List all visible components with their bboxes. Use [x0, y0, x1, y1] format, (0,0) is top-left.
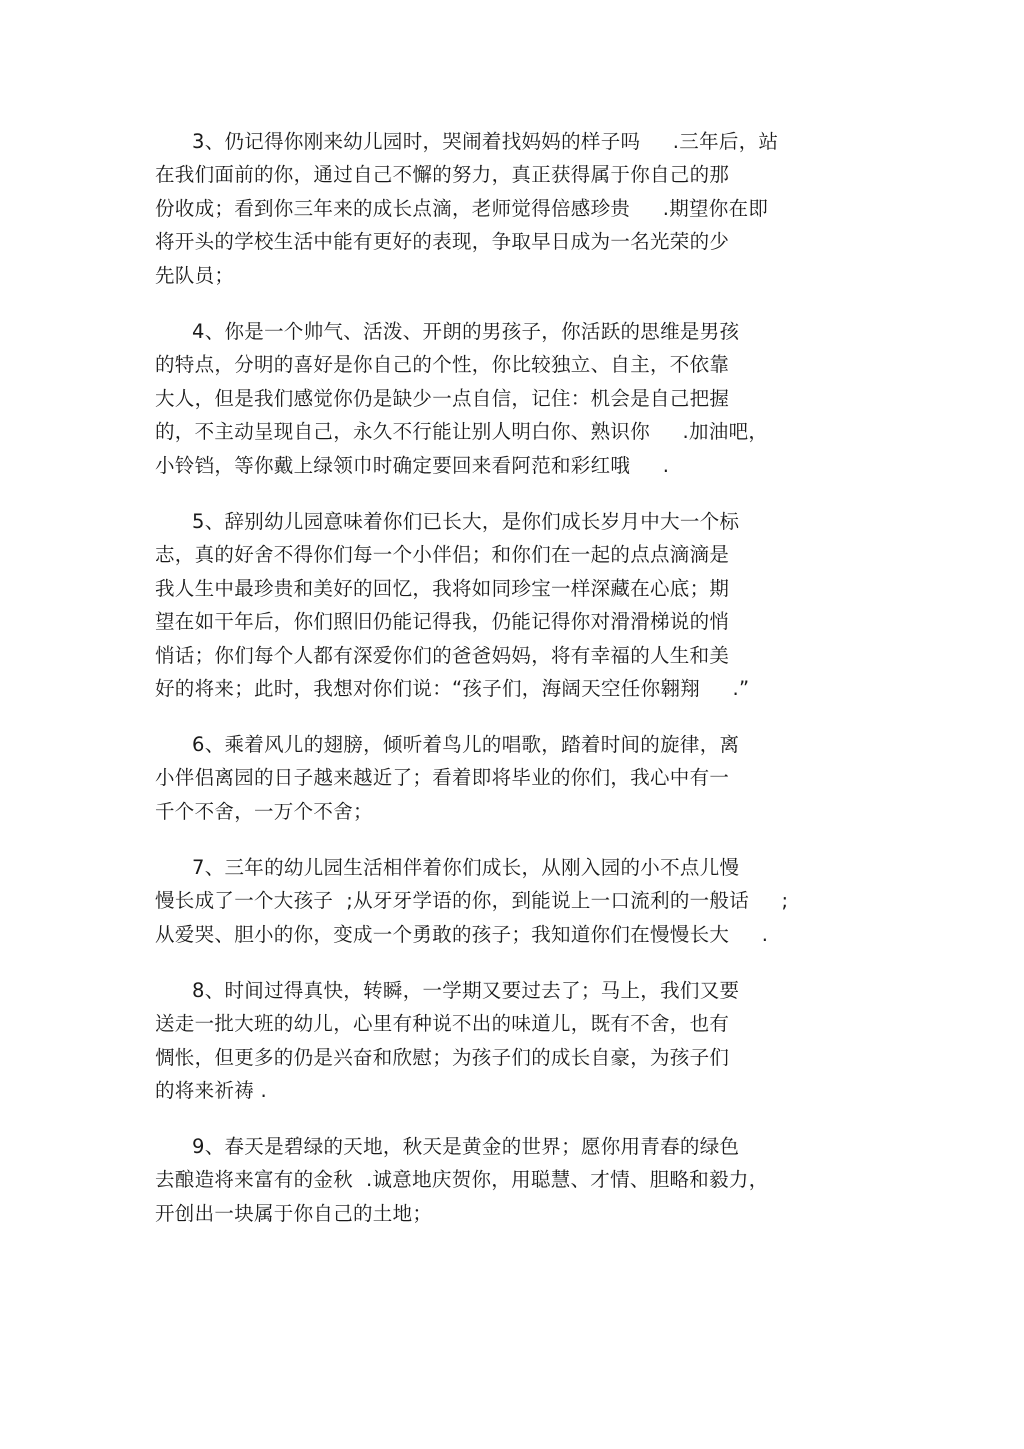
paragraph-line: 送走一批大班的幼儿，心里有种说不出的味道儿，既有不舍，也有 — [155, 1012, 730, 1035]
paragraph-line: 开创出一块属于你自己的土地； — [155, 1202, 433, 1225]
paragraph-line: 3、仍记得你刚来幼儿园时，哭闹着找妈妈的样子吗 .三年后，站 — [192, 130, 779, 153]
paragraph-line: 在我们面前的你，通过自己不懈的努力，真正获得属于你自己的那 — [155, 163, 730, 186]
paragraph-line: 8、时间过得真快，转瞬，一学期又要过去了；马上，我们又要 — [192, 979, 740, 1002]
paragraph-line: 的，不主动呈现自己，永久不行能让别人明白你、熟识你 .加油吧， — [155, 420, 769, 443]
paragraph-line: 7、三年的幼儿园生活相伴着你们成长，从刚入园的小不点儿慢 — [192, 856, 740, 879]
paragraph-line: 志，真的好舍不得你们每一个小伴侣；和你们在一起的点点滴滴是 — [155, 543, 730, 566]
paragraph-line: 好的将来；此时，我想对你们说：“孩子们，海阔天空任你翱翔 .” — [155, 677, 750, 700]
paragraph-line: 的将来祈祷 . — [155, 1079, 267, 1102]
paragraph-line: 先队员； — [155, 264, 235, 287]
paragraph-line: 去酿造将来富有的金秋 .诚意地庆贺你，用聪慧、才情、胆略和毅力， — [155, 1168, 769, 1191]
paragraph-line: 5、辞别幼儿园意味着你们已长大，是你们成长岁月中大一个标 — [192, 510, 740, 533]
paragraph-line: 小伴侣离园的日子越来越近了；看着即将毕业的你们，我心中有一 — [155, 766, 730, 789]
paragraph-line: 我人生中最珍贵和美好的回忆，我将如同珍宝一样深藏在心底；期 — [155, 577, 730, 600]
paragraph-line: 惆怅，但更多的仍是兴奋和欣慰；为孩子们的成长自豪，为孩子们 — [155, 1046, 730, 1069]
paragraph-line: 将开头的学校生活中能有更好的表现，争取早日成为一名光荣的少 — [155, 230, 730, 253]
paragraph-line: 6、乘着风儿的翅膀，倾听着鸟儿的唱歌，踏着时间的旋律，离 — [192, 733, 740, 756]
paragraph-line: 大人，但是我们感觉你仍是缺少一点自信，记住：机会是自己把握 — [155, 387, 730, 410]
paragraph-line: 的特点，分明的喜好是你自己的个性，你比较独立、自主，不依靠 — [155, 353, 730, 376]
paragraph-line: 从爱哭、胆小的你，变成一个勇敢的孩子；我知道你们在慢慢长大 . — [155, 923, 769, 946]
paragraph-line: 4、你是一个帅气、活泼、开朗的男孩子，你活跃的思维是男孩 — [192, 320, 740, 343]
paragraph-line: 9、春天是碧绿的天地，秋天是黄金的世界；愿你用青春的绿色 — [192, 1135, 740, 1158]
paragraph-line: 悄话；你们每个人都有深爱你们的爸爸妈妈，将有幸福的人生和美 — [155, 644, 730, 667]
paragraph-line: 小铃铛，等你戴上绿领巾时确定要回来看阿范和彩红哦 . — [155, 454, 670, 477]
paragraph-line: 慢长成了一个大孩子 ;从牙牙学语的你，到能说上一口流利的一般话 ; — [155, 889, 789, 912]
paragraph-line: 份收成；看到你三年来的成长点滴，老师觉得倍感珍贵 .期望你在即 — [155, 197, 769, 220]
paragraph-line: 望在如干年后，你们照旧仍能记得我，仍能记得你对滑滑梯说的悄 — [155, 610, 730, 633]
paragraph-line: 千个不舍，一万个不舍； — [155, 800, 373, 823]
